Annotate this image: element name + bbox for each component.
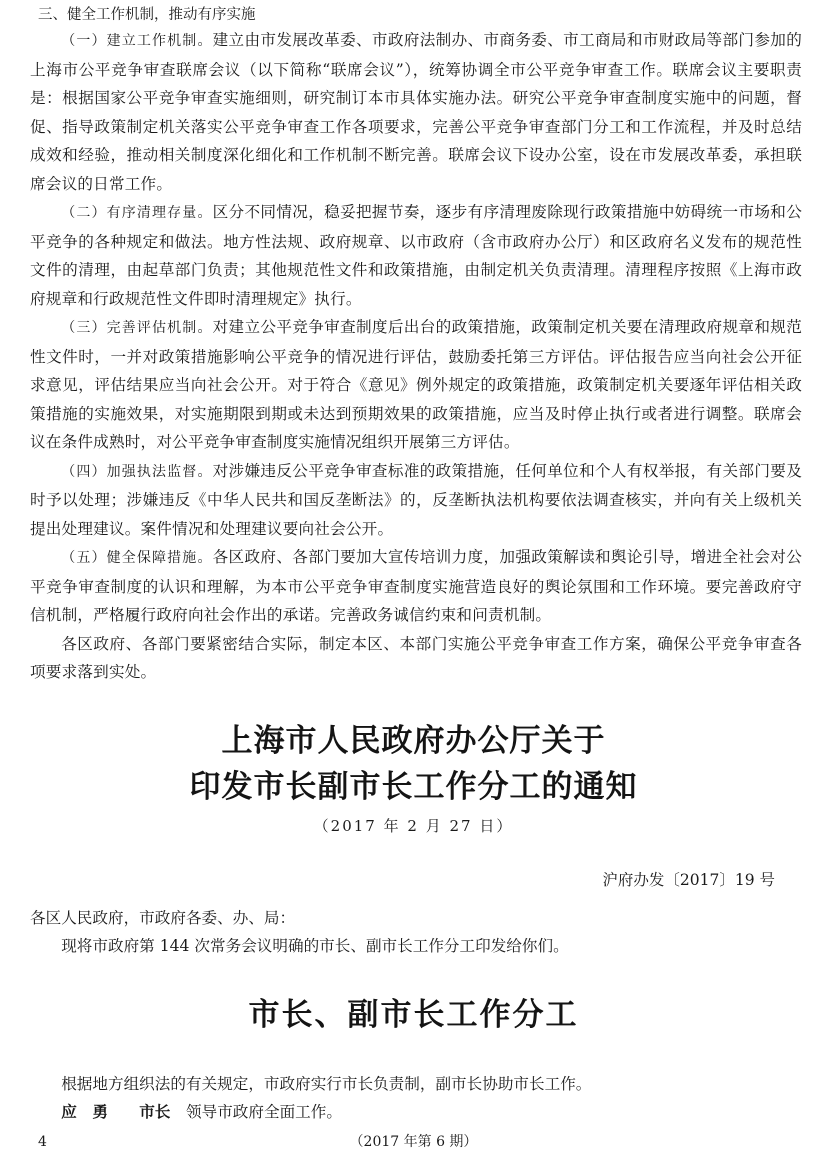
notice-title-line-2: 印发市长副市长工作分工的通知 — [189, 769, 638, 805]
paragraph-1 — [30, 26, 802, 198]
page-number: 4 — [38, 1134, 47, 1150]
paragraph-1-lead: （一）建立工作机制。 — [61, 33, 213, 49]
section-heading: 三、健全工作机制，推动有序实施 — [38, 7, 256, 23]
paragraph-3-text: 对建立公平竞争审查制度后出台的政策措施，政策制定机关要在清理政府规章和规范性文件时，一并对政策措施影响公平竞争的情况进行评估，鼓励委托第三方评估。评估报告应当向社会公开征求意见，评估结果应当向社会公开。对于符合《意见》例外规定的政策措施，政策制定机关要逐年评估相关政策措施的实施效果，对实施期限到期或未达到预期效果的政策措施，应当及时停止执行或者进行调整。联席会议在条件成熟时，对公平竞争审查制度实施情况组织开展第三方评估。 — [30, 318, 803, 451]
paragraph-2-text: 区分不同情况，稳妥把握节奏，逐步有序清理废除现行政策措施中妨碍统一市场和公平竞争的各种规定和做法。地方性法规、政府规章、以市政府（含市政府办公厅）和区政府名义发布的规范性文件的清理，由起草部门负责；其他规范性文件和政策措施，由制定机关负责清理。清理程序按照《上海市政府规章和行政规范性文件即时清理规定》执行。 — [30, 203, 803, 308]
paragraph-6-text: 各区政府、各部门要紧密结合实际，制定本区、本部门实施公平竞争审查工作方案，确保公平竞争审查各项要求落到实处。 — [30, 634, 802, 681]
paragraph-4-lead: （四）加强执法监督。 — [61, 463, 213, 480]
paragraph-5-text: 各区政府、各部门要加大宣传培训力度，加强政策解读和舆论引导，增进全社会对公平竞争审查制度的认识和理解，为本市公平竞争审查制度实施营造良好的舆论氛围和工作环境。要完善政府守信机制，严格履行政府向社会作出的承诺。完善政务诚信约束和问责机制。 — [30, 548, 803, 624]
leader-row — [30, 1100, 342, 1124]
leader-duty: 领导市政府全面工作。 — [186, 1103, 342, 1121]
notice-title-line-1: 上海市人民政府办公厅关于 — [221, 723, 606, 759]
notice-title-block — [0, 718, 827, 838]
paragraph-4-text: 对涉嫌违反公平竞争审查标准的政策措施，任何单位和个人有权举报，有关部门要及时予以处理；涉嫌违反《中华人民共和国反垄断法》的，反垄断执法机构要依法调查核实，并向有关上级机关提出处理建议。案件情况和处理建议要向社会公开。 — [30, 461, 803, 538]
paragraph-5 — [30, 543, 802, 630]
division-title: 市长、副市长工作分工 — [248, 997, 579, 1033]
leader-name: 应 勇 — [61, 1103, 108, 1121]
leader-role: 市长 — [139, 1103, 171, 1121]
paragraph-1-text: 建立由市发展改革委、市政府法制办、市商务委、市工商局和市财政局等部门参加的上海市公平竞争审查联席会议（以下简称“联席会议”），统筹协调全市公平竞争审查工作。联席会议主要职责是：根据国家公平竞争审查实施细则，研究制订本市具体实施办法。研究公平竞争审查制度实施中的问题，督促、指导政策制定机关落实公平竞争审查工作各项要求，完善公平竞争审查部门分工和工作流程，并及时总结成效和经验，推动相关制度深化细化和工作机制不断完善。联席会议下设办公室，设在市发展改革委，承担联席会议的日常工作。 — [30, 31, 803, 193]
section-content — [30, 4, 802, 687]
addressee: 各区人民政府，市政府各委、办、局： — [30, 909, 296, 927]
paragraph-2 — [30, 198, 802, 313]
division-intro: 根据地方组织法的有关规定，市政府实行市长负责制，副市长协助市长工作。 — [61, 1075, 592, 1093]
paragraph-6 — [30, 630, 802, 687]
document-number: 沪府办发〔2017〕19 号 — [602, 871, 775, 889]
paragraph-5-lead: （五）健全保障措施。 — [61, 550, 213, 566]
paragraph-4 — [30, 457, 802, 544]
notice-date: （2017 年 2 月 27 日） — [313, 817, 514, 835]
paragraph-3 — [30, 313, 802, 457]
paragraph-2-lead: （二）有序清理存量。 — [61, 205, 213, 221]
notice-body: 现将市政府第 144 次常务会议明确的市长、副市长工作分工印发给你们。 — [61, 937, 569, 955]
issue-number: （2017 年第 6 期） — [349, 1134, 478, 1150]
paragraph-3-lead: （三）完善评估机制。 — [61, 320, 213, 336]
